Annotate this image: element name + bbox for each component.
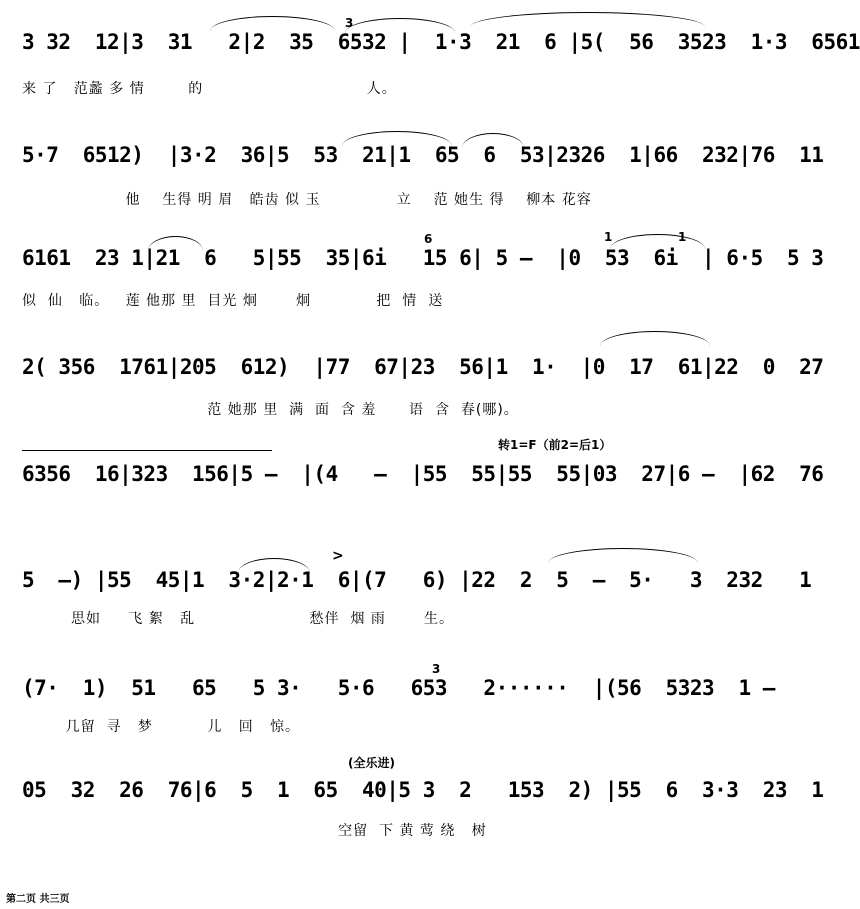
slur	[548, 548, 698, 563]
page-footer: 第二页 共三页	[6, 894, 70, 905]
lyric-line: 来 了 范蠡 多 情 的 人。	[22, 81, 397, 97]
grace-note: 6	[424, 232, 433, 246]
triplet-mark: 3	[345, 16, 354, 30]
notation-line: 6161 23 1|21 6 5|55 35|6i 15 6| 5 – |0 53 6i | 6·5 5 3	[22, 246, 824, 270]
lyric-line: 几留 寻 梦 儿 回 惊。	[22, 719, 301, 735]
lyric-line: 似 仙 临。 莲 他那 里 目光 炯 炯 把 情 送	[22, 293, 444, 309]
lyric-line: 他 生得 明 眉 皓齿 似 玉 立 范 她生 得 柳本 花容	[22, 192, 592, 208]
notation-line: 3 32 12|3 31 2|2 35 6532 | 1·3 21 6 |5( 56 3523 1·3 6561	[22, 30, 860, 54]
long-slur	[22, 450, 272, 451]
full-band-marking: (全乐进)	[348, 756, 395, 770]
grace-note: 1	[678, 230, 687, 244]
slur	[148, 236, 203, 251]
notation-line: 5 –) |55 45|1 3·2|2·1 6|(7 6) |22 2 5 – 5· 3 232 1	[22, 568, 812, 592]
lyric-line: 空留 下 黄 莺 绕 树	[22, 823, 487, 839]
slur	[210, 16, 335, 31]
notation-line: 6356 16|323 156|5 – |(4 – |55 55|55 55|03 27|6 – |62 76	[22, 462, 824, 486]
key-change-marking: 转1=F（前2=后1）	[498, 438, 612, 452]
slur	[610, 234, 705, 249]
notation-line: (7· 1) 51 65 5 3· 5·6 653 2······ |(56 5323 1 –	[22, 676, 775, 700]
slur	[342, 131, 452, 146]
notation-line: 2( 356 1761|205 612) |77 67|23 56|1 1· |0 17 61|22 0 27	[22, 355, 824, 379]
slur	[238, 558, 310, 573]
slur	[462, 133, 524, 148]
notation-line: 05 32 26 76|6 5 1 65 40|5 3 2 153 2) |55 6 3·3 23 1	[22, 778, 824, 802]
grace-note: 1	[604, 230, 613, 244]
notation-line: 5·7 6512) |3·2 36|5 53 21|1 65 6 53|2326 1|66 232|76 11	[22, 143, 824, 167]
slur	[345, 18, 455, 33]
slur	[600, 331, 710, 346]
triplet-mark: 3	[432, 662, 441, 676]
lyric-line: 思如 飞 絮 乱 愁伴 烟 雨 生。	[22, 611, 455, 627]
accent-mark: >	[332, 548, 344, 564]
lyric-line: 范 她那 里 满 面 含 羞 语 含 春(哪)。	[22, 402, 519, 418]
slur	[470, 12, 705, 27]
